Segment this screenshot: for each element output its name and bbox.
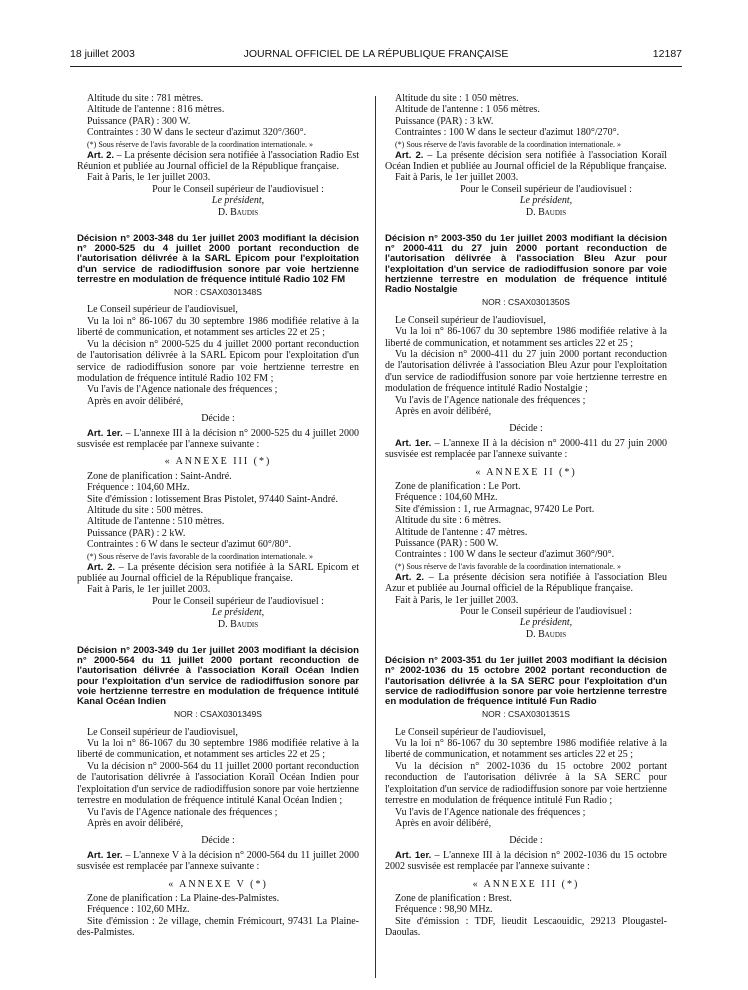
contraintes: Contraintes : 100 W dans le secteur d'azimut 360°/90°. <box>395 549 615 561</box>
altitude-site: Altitude du site : 6 mètres. <box>395 515 502 527</box>
decide: Décide : <box>201 413 235 425</box>
article-1 <box>77 428 359 451</box>
nor-reference: NOR : CSAX0301351S <box>482 709 570 720</box>
altitude-site: Altitude du site : 500 mètres. <box>87 504 204 516</box>
contraintes: Contraintes : 30 W dans le secteur d'azimut 320°/360°. <box>87 127 307 139</box>
article-text: – L'annexe V à la décision n° 2000-564 du 11 juillet 2000 susvisée est remplacée par l'annexe suivante : <box>77 849 359 873</box>
note: (*) Sous réserve de l'avis favorable de la coordination internationale. » <box>395 561 622 571</box>
altitude-antenne: Altitude de l'antenne : 47 mètres. <box>395 526 528 538</box>
fait-a-paris: Fait à Paris, le 1er juillet 2003. <box>395 594 519 606</box>
article-2 <box>77 562 359 585</box>
altitude-antenne: Altitude de l'antenne : 510 mètres. <box>87 516 225 528</box>
preamble: Le Conseil supérieur de l'audiovisuel, <box>87 304 238 316</box>
fait-a-paris: Fait à Paris, le 1er juillet 2003. <box>395 172 519 184</box>
zone: Zone de planification : Le Port. <box>395 480 521 492</box>
annexe-heading: « ANNEXE V (*) <box>168 878 268 890</box>
site-emission: Site d'émission : 2e village, chemin Frémicourt, 97431 La Plaine-des-Palmistes. <box>77 915 359 939</box>
decide: Décide : <box>509 835 543 847</box>
page-number: 12187 <box>652 48 682 60</box>
article-label: Art. 2. <box>87 561 116 573</box>
signature-intro: Pour le Conseil supérieur de l'audiovisuel : <box>152 595 324 607</box>
article-text: – L'annexe II à la décision n° 2000-411 du 27 juin 2000 susvisée est remplacée par l'annexe suivante : <box>385 437 667 461</box>
article-label: Art. 1er. <box>87 849 123 861</box>
zone: Zone de planification : La Plaine-des-Palmistes. <box>87 892 280 904</box>
decision-351 <box>385 656 667 938</box>
visa: Vu la loi n° 86-1067 du 30 septembre 1986 modifiée relative à la liberté de communication, et notamment ses articles 22 et 25 ; <box>385 738 667 761</box>
left-column <box>77 93 359 939</box>
decision-349 <box>77 646 359 939</box>
visa: Vu la décision n° 2000-525 du 4 juillet 2000 portant reconduction de l'autorisation délivrée à la SARL Epicom pour l'exploitation d'un service de radiodiffusion sonore par voie hertzienne terrestre en modulation de fréquence intitulé Radio 102 FM ; <box>77 338 359 384</box>
visa: Vu l'avis de l'Agence nationale des fréquences ; <box>87 384 278 396</box>
article-text: – L'annexe III à la décision n° 2000-525 du 4 juillet 2000 susvisée est remplacée par l'annexe suivante : <box>77 427 359 450</box>
article-1 <box>385 438 667 461</box>
zone: Zone de planification : Brest. <box>395 892 512 904</box>
deliberation: Après en avoir délibéré, <box>87 395 184 407</box>
article-2 <box>385 572 667 595</box>
header-date: 18 juillet 2003 <box>70 48 135 60</box>
zone: Zone de planification : Saint-André. <box>87 470 232 482</box>
article-text: – La présente décision sera notifiée à l'association Bleu Azur et publiée au Journal officiel de la République française. <box>385 571 667 595</box>
decide: Décide : <box>201 835 235 847</box>
nor-reference: NOR : CSAX0301350S <box>482 297 570 308</box>
note: (*) Sous réserve de l'avis favorable de la coordination internationale. » <box>395 139 622 149</box>
visa: Vu la loi n° 86-1067 du 30 septembre 1986 modifiée relative à la liberté de communication, et notamment ses articles 22 et 25 ; <box>77 738 359 761</box>
note: (*) Sous réserve de l'avis favorable de la coordination internationale. » <box>87 551 314 561</box>
article-1 <box>385 850 667 873</box>
note: (*) Sous réserve de l'avis favorable de la coordination internationale. » <box>87 139 314 149</box>
page-header <box>70 48 682 64</box>
preamble: Le Conseil supérieur de l'audiovisuel, <box>395 314 546 326</box>
signature-intro: Pour le Conseil supérieur de l'audiovisuel : <box>460 606 632 618</box>
article-2 <box>77 150 359 173</box>
altitude-antenne: Altitude de l'antenne : 1 056 mètres. <box>395 104 540 116</box>
article-label: Art. 2. <box>395 571 425 583</box>
annexe-heading: « ANNEXE II (*) <box>475 466 577 478</box>
puissance: Puissance (PAR) : 500 W. <box>395 538 499 549</box>
deliberation: Après en avoir délibéré, <box>395 405 492 417</box>
site-emission: Site d'émission : TDF, lieudit Lescaouidic, 29213 Plougastel-Daoulas. <box>385 915 667 939</box>
frequence: Fréquence : 98,90 MHz. <box>395 904 493 916</box>
signature-name: D. Baudis <box>217 618 259 630</box>
decide: Décide : <box>509 423 543 435</box>
visa: Vu la loi n° 86-1067 du 30 septembre 1986 modifiée relative à la liberté de communication, et notamment ses articles 22 et 25 ; <box>77 315 359 339</box>
right-column <box>385 93 667 939</box>
article-text: – La présente décision sera notifiée à la SARL Epicom et publiée au Journal officiel de la République française. <box>77 561 359 585</box>
fait-a-paris: Fait à Paris, le 1er juillet 2003. <box>87 172 211 184</box>
signature-title: Le président, <box>211 195 265 207</box>
visa: Vu la décision n° 2000-411 du 27 juin 2000 portant reconduction de l'autorisation délivrée à l'association Bleu Azur pour l'exploitation d'un service de radiodiffusion sonore par voie hertzienne terrestre en modulation de fréquence intitulé Radio Nostalgie ; <box>385 348 667 395</box>
frequence: Fréquence : 104,60 MHz. <box>87 482 190 494</box>
annexe-heading: « ANNEXE III (*) <box>164 456 272 468</box>
frequence: Fréquence : 104,60 MHz. <box>395 492 498 504</box>
contraintes: Contraintes : 100 W dans le secteur d'azimut 180°/270°. <box>395 127 620 139</box>
article-label: Art. 1er. <box>87 427 123 439</box>
header-rule <box>70 66 682 67</box>
decision-title: Décision n° 2003-349 du 1er juillet 2003 modifiant la décision n° 2000-564 du 11 juillet 2000 portant reconduction de l'autorisation délivrée à l'association Koraïl Océan Indien pour l'exploitation d'un service de radiodiffusion sonore par voie hertzienne terrestre en modulation de fréquence intitulé Kanal Océan Indien <box>77 645 359 708</box>
puissance: Puissance (PAR) : 300 W. <box>87 115 191 127</box>
decision-348 <box>77 234 359 630</box>
article-1 <box>77 850 359 873</box>
article-text: – La présente décision sera notifiée à l'association Koraïl Océan Indien et publiée au Journal officiel de la République française. <box>385 149 667 173</box>
article-label: Art. 1er. <box>395 437 432 449</box>
column-divider <box>375 96 376 978</box>
decision-title: Décision n° 2003-351 du 1er juillet 2003 modifiant la décision n° 2002-1036 du 15 octobre 2002 portant reconduction de l'autorisation délivrée à la SA SERC pour l'exploitation d'un service de radiodiffusion sonore par voie hertzienne terrestre en modulation de fréquence intitulé Fun Radio <box>385 655 667 708</box>
puissance: Puissance (PAR) : 2 kW. <box>87 527 186 539</box>
signature-title: Le président, <box>519 617 573 629</box>
altitude-site: Altitude du site : 781 mètres. <box>87 93 204 104</box>
signature-intro: Pour le Conseil supérieur de l'audiovisuel : <box>152 183 324 195</box>
signature-title: Le président, <box>211 607 265 619</box>
nor-reference: NOR : CSAX0301348S <box>174 287 262 298</box>
journal-title: JOURNAL OFFICIEL DE LA RÉPUBLIQUE FRANÇAISE <box>243 48 509 60</box>
article-label: Art. 2. <box>395 149 424 161</box>
article-2 <box>385 150 667 173</box>
nor-reference: NOR : CSAX0301349S <box>174 709 262 720</box>
visa: Vu l'avis de l'Agence nationale des fréquences ; <box>395 806 586 818</box>
signature-name: D. Baudis <box>217 206 259 218</box>
altitude-site: Altitude du site : 1 050 mètres. <box>395 93 519 104</box>
visa: Vu la décision n° 2000-564 du 11 juillet 2000 portant reconduction de l'autorisation délivrée à l'association Koraïl Océan Indien pour l'exploitation d'un service de radiodiffusion sonore par voie hertzienne terrestre en modulation de fréquence intitulé Kanal Océan Indien ; <box>77 760 359 807</box>
decision-title: Décision n° 2003-350 du 1er juillet 2003 modifiant la décision n° 2000-411 du 27 juin 2000 portant reconduction de l'autorisation délivrée à l'association Bleu Azur pour l'exploitation d'un service de radiodiffusion sonore par voie hertzienne terrestre en modulation de fréquence intitulé Radio Nostalgie <box>385 233 667 296</box>
contraintes: Contraintes : 6 W dans le secteur d'azimut 60°/80°. <box>87 539 292 551</box>
frequence: Fréquence : 102,60 MHz. <box>87 904 190 916</box>
preamble: Le Conseil supérieur de l'audiovisuel, <box>87 726 238 738</box>
altitude-antenne: Altitude de l'antenne : 816 mètres. <box>87 104 225 116</box>
signature-name: D. Baudis <box>525 206 567 218</box>
decision-title: Décision n° 2003-348 du 1er juillet 2003 modifiant la décision n° 2000-525 du 4 juillet 2000 portant reconduction de l'autorisation délivrée à la SARL Epicom pour l'exploitation d'un service de radiodiffusion sonore par voie hertzienne terrestre en modulation de fréquence intitulé Radio 102 FM <box>77 233 359 285</box>
visa: Vu l'avis de l'Agence nationale des fréquences ; <box>395 394 586 406</box>
signature-title: Le président, <box>519 195 573 207</box>
signature-intro: Pour le Conseil supérieur de l'audiovisuel : <box>460 183 632 195</box>
decision-350 <box>385 234 667 640</box>
article-text: – L'annexe III à la décision n° 2002-1036 du 15 octobre 2002 susvisée est remplacée par l'annexe suivante : <box>385 849 667 873</box>
article-label: Art. 2. <box>87 149 115 161</box>
site-emission: Site d'émission : lotissement Bras Pistolet, 97440 Saint-André. <box>87 493 338 505</box>
article-label: Art. 1er. <box>395 849 432 861</box>
deliberation: Après en avoir délibéré, <box>87 817 184 829</box>
site-emission: Site d'émission : 1, rue Armagnac, 97420 Le Port. <box>395 503 595 515</box>
continued-decision-end <box>385 93 667 218</box>
annexe-heading: « ANNEXE III (*) <box>472 878 580 890</box>
visa: Vu la décision n° 2002-1036 du 15 octobre 2002 portant reconduction de l'autorisation délivrée à la SA SERC pour l'exploitation d'un service de radiodiffusion sonore par voie hertzienne terrestre en modulation de fréquence intitulé Fun Radio ; <box>385 760 667 807</box>
continued-decision-end <box>77 93 359 218</box>
preamble: Le Conseil supérieur de l'audiovisuel, <box>395 726 546 738</box>
article-text: – La présente décision sera notifiée à l'association Radio Est Réunion et publiée au Journal officiel de la République française. <box>77 149 359 173</box>
signature-name: D. Baudis <box>525 628 567 640</box>
deliberation: Après en avoir délibéré, <box>395 817 492 829</box>
fait-a-paris: Fait à Paris, le 1er juillet 2003. <box>87 584 211 596</box>
visa: Vu la loi n° 86-1067 du 30 septembre 1986 modifiée relative à la liberté de communication, et notamment ses articles 22 et 25 ; <box>385 326 667 349</box>
puissance: Puissance (PAR) : 3 kW. <box>395 115 494 127</box>
visa: Vu l'avis de l'Agence nationale des fréquences ; <box>87 806 278 818</box>
